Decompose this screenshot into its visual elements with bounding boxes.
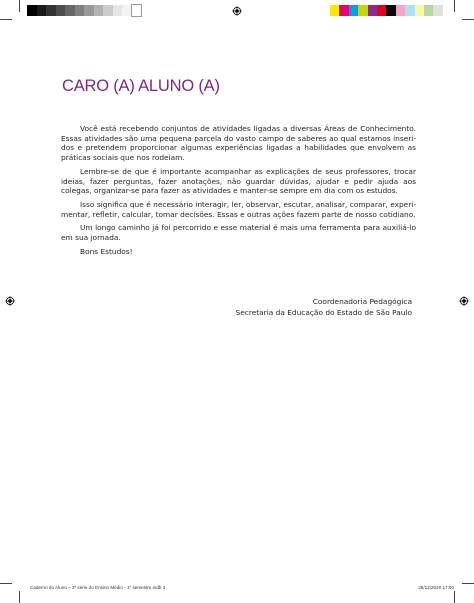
registration-mark-icon: [459, 296, 469, 306]
color-swatch: [386, 5, 395, 16]
gray-swatch: [103, 5, 113, 16]
color-swatch: [339, 5, 348, 16]
gray-swatch: [46, 5, 56, 16]
registration-mark-icon: [232, 6, 242, 16]
grayscale-calibration-bar: [27, 5, 141, 16]
color-swatch: [405, 5, 414, 16]
gray-swatch: [37, 5, 47, 16]
page-title: CARO (A) ALUNO (A): [62, 77, 220, 95]
color-calibration-bar: [330, 5, 443, 16]
registration-mark-icon: [5, 296, 15, 306]
crop-mark-icon: [0, 583, 12, 584]
color-swatch: [349, 5, 358, 16]
color-swatch: [396, 5, 405, 16]
crop-mark-icon: [19, 0, 20, 12]
crop-mark-icon: [462, 19, 474, 20]
crop-mark-icon: [454, 0, 455, 12]
paragraph: Um longo caminho já foi percorrido e esse material é mais uma ferramenta para auxiliá-lo em sua jornada.: [61, 223, 416, 243]
color-swatch: [358, 5, 367, 16]
gray-swatch: [132, 5, 142, 16]
crop-mark-icon: [19, 591, 20, 603]
color-swatch: [377, 5, 386, 16]
paragraph: Você está recebendo conjuntos de atividades ligadas a diversas Áreas de Conhecimento. Essas atividades são uma pequena parcela do vasto campo de saberes ao qual estamos inseri-dos e pretendem proporcionar algumas experiências ligadas a habilidades que envolvem as práticas sociais que nos rodeiam.: [61, 124, 416, 163]
gray-swatch: [65, 5, 75, 16]
color-swatch: [368, 5, 377, 16]
paragraph: Isso significa que é necessário interagir, ler, observar, escutar, analisar, comparar, experi-mentar, refletir, calcular, tomar decisões. Essas e outras ações fazem parte de nosso cotidiano.: [61, 199, 416, 219]
gray-swatch: [75, 5, 85, 16]
gray-swatch: [122, 5, 132, 16]
paragraph: Lembre-se de que é importante acompanhar as explicações de seus professores, trocar ideias, fazer perguntas, fazer anotações, não guardar dúvidas, ajudar e pedir ajuda aos colegas, organizar-se para fazer as atividades e manter-se sempre em dia com os estudos.: [61, 166, 416, 196]
gray-swatch: [84, 5, 94, 16]
crop-mark-icon: [0, 19, 12, 20]
signature-department: Coordenadoria Pedagógica: [312, 297, 412, 306]
gray-swatch: [94, 5, 104, 16]
gray-swatch: [113, 5, 123, 16]
gray-swatch: [27, 5, 37, 16]
letter-body: [61, 124, 416, 260]
signature-organization: Secretaria da Educação do Estado de São Paulo: [235, 308, 412, 317]
signature-block: [236, 296, 412, 318]
color-swatch: [433, 5, 442, 16]
color-swatch: [330, 5, 339, 16]
color-swatch: [415, 5, 424, 16]
gray-swatch: [56, 5, 66, 16]
footer-timestamp: 28/12/2020 17:00: [418, 585, 454, 590]
color-swatch: [424, 5, 433, 16]
crop-mark-icon: [462, 583, 474, 584]
footer-file-info: Caderno do Aluno – 3ª série do Ensino Médio - 1º semestre.indb 3: [30, 585, 166, 590]
closing-line: Bons Estudos!: [80, 246, 133, 256]
crop-mark-icon: [454, 591, 455, 603]
